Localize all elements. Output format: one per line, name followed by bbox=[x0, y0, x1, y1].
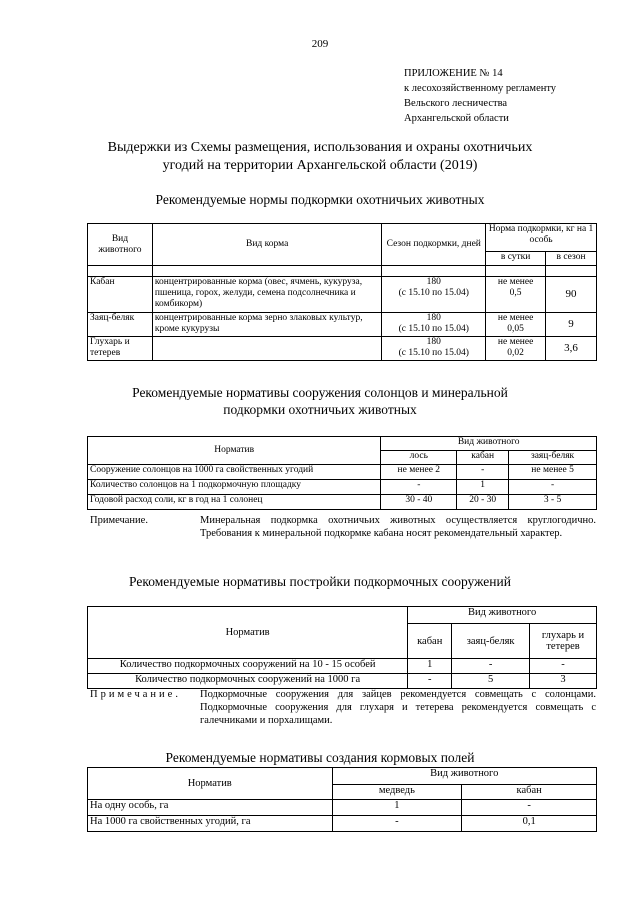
header-species: Вид животного bbox=[381, 437, 597, 451]
feed-fields-heading: Рекомендуемые нормативы создания кормовых полей bbox=[165, 750, 475, 765]
table-row bbox=[88, 313, 597, 337]
row-label: На 1000 га свойственных угодий, га bbox=[88, 816, 333, 832]
salt-lick-table bbox=[87, 436, 597, 510]
header-species: Вид животного bbox=[88, 224, 153, 266]
table-row bbox=[88, 674, 597, 689]
cell-value: - bbox=[457, 465, 509, 480]
cell-per-day: не менее 0,5 bbox=[486, 277, 546, 313]
appendix-line-3: Вельского лесничества bbox=[404, 98, 508, 109]
cell-value: 0,1 bbox=[462, 816, 597, 832]
salt-lick-heading-line-1: Рекомендуемые нормативы сооружения солонцов и минеральной bbox=[132, 385, 508, 400]
table-row bbox=[88, 659, 597, 674]
cell-value: 5 bbox=[452, 674, 530, 689]
note-text: Подкормочные сооружения для зайцев рекомендуется совмещать с солонцами. Подкормочные сооружения для глухаря и тетерева рекомендуется совмещать с галечниками и порхалищами. bbox=[200, 689, 596, 726]
cell-value: - bbox=[509, 480, 597, 495]
table-row bbox=[88, 337, 597, 361]
header-hare: заяц-беляк bbox=[509, 451, 597, 465]
salt-lick-heading-line-2: подкормки охотничьих животных bbox=[223, 402, 417, 417]
header-norm: Норматив bbox=[88, 768, 333, 800]
header-norm: Норма подкормки, кг на 1 особь bbox=[486, 224, 597, 252]
cell-value: 1 bbox=[457, 480, 509, 495]
row-label: Количество солонцов на 1 подкормочную площадку bbox=[88, 480, 381, 495]
note-text: Минеральная подкормка охотничьих животных осуществляется круглогодично. Требования к минеральной подкормке кабана носят рекомендательный характер. bbox=[200, 515, 596, 539]
cell-value: 20 - 30 bbox=[457, 495, 509, 510]
title-line-1: Выдержки из Схемы размещения, использования и охраны охотничьих bbox=[107, 140, 533, 155]
cell-species: Заяц-беляк bbox=[88, 313, 153, 337]
appendix-header bbox=[404, 66, 556, 126]
header-species: Вид животного bbox=[332, 768, 596, 785]
salt-lick-heading bbox=[40, 384, 600, 418]
row-label: Количество подкормочных сооружений на 10 - 15 особей bbox=[88, 659, 408, 674]
cell-value: - bbox=[530, 659, 597, 674]
feeding-structures-table bbox=[87, 606, 597, 689]
cell-value: 1 bbox=[332, 800, 462, 816]
cell-feed bbox=[152, 337, 381, 361]
cell-value: 3 - 5 bbox=[509, 495, 597, 510]
appendix-line-2: к лесохозяйственному регламенту bbox=[404, 83, 557, 94]
header-norm: Норматив bbox=[88, 607, 408, 659]
row-label: На одну особь, га bbox=[88, 800, 333, 816]
cell-value: не менее 5 bbox=[509, 465, 597, 480]
table-row bbox=[88, 816, 597, 832]
cell-per-season: 9 bbox=[546, 313, 597, 337]
row-label: Сооружение солонцов на 1000 га свойственных угодий bbox=[88, 465, 381, 480]
cell-value: - bbox=[381, 480, 457, 495]
table-row bbox=[88, 277, 597, 313]
cell-season: 180 (с 15.10 по 15.04) bbox=[382, 313, 486, 337]
cell-value: не менее 2 bbox=[381, 465, 457, 480]
table-row bbox=[88, 800, 597, 816]
row-label: Количество подкормочных сооружений на 1000 га bbox=[88, 674, 408, 689]
cell-value: 3 bbox=[530, 674, 597, 689]
appendix-line-1: ПРИЛОЖЕНИЕ № 14 bbox=[404, 68, 503, 79]
feed-fields-table bbox=[87, 767, 597, 832]
cell-feed: концентрированные корма (овес, ячмень, кукуруза, пшеница, горох, желуди, семена подсолнечника и комбикорм) bbox=[152, 277, 381, 313]
table-row bbox=[88, 480, 597, 495]
note-label: Примечание. bbox=[90, 689, 181, 700]
header-boar: кабан bbox=[457, 451, 509, 465]
title-line-2: угодий на территории Архангельской области (2019) bbox=[162, 158, 478, 173]
cell-species: Глухарь и тетерев bbox=[88, 337, 153, 361]
row-label: Годовой расход соли, кг в год на 1 солонец bbox=[88, 495, 381, 510]
note-label: Примечание. bbox=[90, 515, 148, 526]
header-feed: Вид корма bbox=[152, 224, 381, 266]
feeding-structures-heading: Рекомендуемые нормативы постройки подкормочных сооружений bbox=[129, 574, 511, 589]
header-moose: лось bbox=[381, 451, 457, 465]
cell-feed: концентрированные корма зерно злаковых культур, кроме кукурузы bbox=[152, 313, 381, 337]
feeding-structures-note bbox=[90, 688, 596, 727]
cell-per-season: 3,6 bbox=[546, 337, 597, 361]
cell-season: 180 (с 15.10 по 15.04) bbox=[382, 337, 486, 361]
header-season: Сезон подкормки, дней bbox=[382, 224, 486, 266]
header-species: Вид животного bbox=[408, 607, 597, 624]
cell-season: 180 (с 15.10 по 15.04) bbox=[382, 277, 486, 313]
cell-per-season: 90 bbox=[546, 277, 597, 313]
header-per-season: в сезон bbox=[546, 252, 597, 266]
cell-value: - bbox=[462, 800, 597, 816]
page-number: 209 bbox=[311, 38, 329, 50]
cell-value: 1 bbox=[408, 659, 452, 674]
header-boar: кабан bbox=[408, 624, 452, 659]
feeding-norms-table bbox=[87, 223, 597, 361]
header-boar: кабан bbox=[462, 785, 597, 800]
cell-value: - bbox=[332, 816, 462, 832]
header-norm: Норматив bbox=[88, 437, 381, 465]
cell-value: - bbox=[452, 659, 530, 674]
cell-value: 30 - 40 bbox=[381, 495, 457, 510]
header-hare: заяц-беляк bbox=[452, 624, 530, 659]
header-bear: медведь bbox=[332, 785, 462, 800]
feeding-norms-heading: Рекомендуемые нормы подкормки охотничьих животных bbox=[155, 192, 485, 207]
header-per-day: в сутки bbox=[486, 252, 546, 266]
appendix-line-4: Архангельской области bbox=[404, 113, 509, 124]
salt-lick-note bbox=[90, 514, 596, 540]
document-title bbox=[60, 139, 580, 175]
cell-per-day: не менее 0,02 bbox=[486, 337, 546, 361]
cell-value: - bbox=[408, 674, 452, 689]
table-row bbox=[88, 495, 597, 510]
cell-species: Кабан bbox=[88, 277, 153, 313]
cell-per-day: не менее 0,05 bbox=[486, 313, 546, 337]
header-grouse: глухарь и тетерев bbox=[530, 624, 597, 659]
table-row bbox=[88, 465, 597, 480]
